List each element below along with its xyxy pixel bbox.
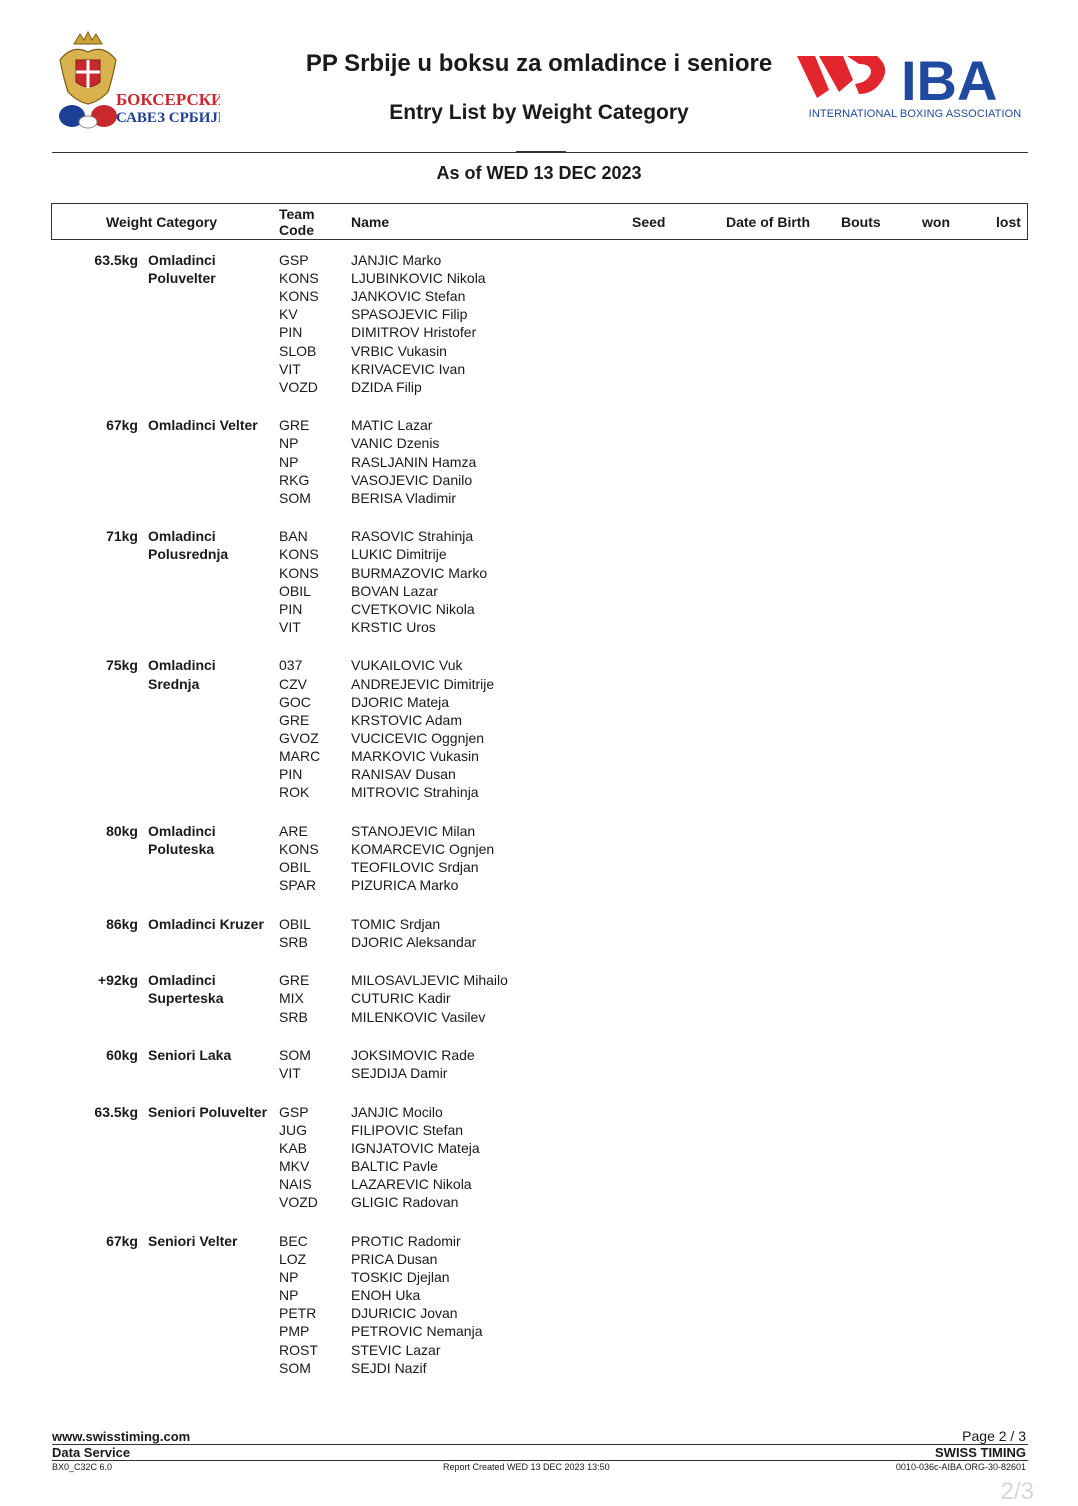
boxer-name: BERISA Vladimir: [351, 489, 457, 506]
team-code: ROK: [279, 784, 310, 801]
team-code: RKG: [279, 471, 310, 488]
weight-label: 86kg: [106, 915, 138, 932]
boxer-name: SPASOJEVIC Filip: [351, 306, 468, 323]
col-bouts: Bouts: [841, 214, 881, 230]
footer-website: www.swisstiming.com: [52, 1429, 191, 1444]
team-code: NAIS: [279, 1176, 312, 1193]
boxer-name: TOSKIC Djejlan: [351, 1269, 450, 1286]
boxer-name: PETROVIC Nemanja: [351, 1323, 483, 1340]
boxer-name: VANIC Dzenis: [351, 435, 440, 452]
boxer-name: CUTURIC Kadir: [351, 990, 451, 1007]
col-lost: lost: [996, 214, 1021, 230]
team-code: NP: [279, 453, 299, 470]
team-code: PIN: [279, 600, 303, 617]
boxer-name: DJORIC Mateja: [351, 693, 450, 710]
team-code: KONS: [279, 840, 319, 857]
boxer-name: MILOSAVLJEVIC Mihailo: [351, 972, 508, 989]
team-code: GVOZ: [279, 729, 319, 746]
boxer-name: PROTIC Radomir: [351, 1232, 461, 1249]
team-code: MKV: [279, 1158, 310, 1175]
weight-label: 67kg: [106, 1232, 138, 1249]
team-code: JUG: [279, 1121, 307, 1138]
team-code: KONS: [279, 288, 319, 305]
boxer-name: ENOH Uka: [351, 1287, 421, 1304]
team-code: GRE: [279, 711, 310, 728]
team-code: GRE: [279, 417, 310, 434]
iba-wordmark: IBA: [901, 50, 998, 110]
boxer-name: KRIVACEVIC Ivan: [351, 360, 466, 377]
footer-page-number: Page 2 / 3: [962, 1428, 1026, 1444]
category-label: Poluteska: [148, 840, 215, 857]
category-label: Polusrednja: [148, 546, 229, 563]
page-watermark: 2/3: [1000, 1478, 1034, 1505]
boxer-name: DJURICIC Jovan: [351, 1305, 458, 1322]
boxer-name: JANJIC Marko: [351, 252, 442, 268]
team-code: CZV: [279, 675, 307, 692]
category-label: Seniori Laka: [148, 1047, 232, 1064]
category-label: Omladinci: [148, 657, 216, 674]
team-code: ARE: [279, 822, 308, 839]
weight-label: +92kg: [97, 972, 138, 989]
footer-swiss-timing: SWISS TIMING: [935, 1445, 1026, 1460]
category-label: Omladinci: [148, 252, 216, 268]
weight-label: 67kg: [106, 417, 138, 434]
weight-label: 60kg: [106, 1047, 138, 1064]
footer-data-service: Data Service: [52, 1445, 131, 1460]
boxer-name: LAZAREVIC Nikola: [351, 1176, 472, 1193]
team-code: VOZD: [279, 378, 318, 395]
boxer-name: RASLJANIN Hamza: [351, 453, 477, 470]
col-name: Name: [351, 214, 390, 230]
team-code: MARC: [279, 747, 321, 764]
team-code: GRE: [279, 972, 310, 989]
category-label: Superteska: [148, 990, 224, 1007]
boxer-name: RASOVIC Strahinja: [351, 528, 474, 545]
team-code: 037: [279, 657, 303, 674]
category-label: Omladinci Kruzer: [148, 915, 264, 932]
team-code: SPAR: [279, 877, 317, 893]
footer-doc-code: 0010-036c-AIBA.ORG-30-82601: [895, 1462, 1026, 1472]
category-label: Omladinci: [148, 528, 216, 545]
boxer-name: VASOJEVIC Danilo: [351, 471, 473, 488]
col-team-code-line1: Team: [279, 206, 315, 222]
team-code: ROST: [279, 1341, 318, 1358]
weight-label: 63.5kg: [94, 252, 138, 268]
col-date-of-birth: Date of Birth: [726, 214, 810, 230]
category-label: Omladinci: [148, 822, 216, 839]
team-code: SOM: [279, 489, 311, 506]
boxer-name: MILENKOVIC Vasilev: [351, 1008, 486, 1025]
boxer-name: STEVIC Lazar: [351, 1341, 441, 1358]
category-label: Omladinci: [148, 972, 216, 989]
team-code: VIT: [279, 618, 301, 635]
boxer-name: SEJDI Nazif: [351, 1359, 427, 1376]
boxer-name: TEOFILOVIC Srdjan: [351, 858, 479, 875]
boxer-name: BOVAN Lazar: [351, 582, 438, 599]
boxer-name: JOKSIMOVIC Rade: [351, 1047, 475, 1064]
team-code: BAN: [279, 528, 308, 545]
weight-label: 71kg: [106, 528, 138, 545]
team-code: GOC: [279, 693, 311, 710]
boxer-name: VUCICEVIC Oggnjen: [351, 729, 485, 746]
boxer-name: STANOJEVIC Milan: [351, 822, 476, 839]
boxer-name: MATIC Lazar: [351, 417, 433, 434]
team-code: SOM: [279, 1047, 311, 1064]
team-code: KV: [279, 306, 298, 323]
boxer-name: DZIDA Filip: [351, 378, 422, 395]
category-label: Seniori Poluvelter: [148, 1103, 268, 1120]
team-code: KONS: [279, 270, 319, 287]
boxer-name: PIZURICA Marko: [351, 877, 459, 893]
boxer-name: LUKIC Dimitrije: [351, 546, 447, 563]
boxer-name: MARKOVIC Vukasin: [351, 747, 479, 764]
boxer-name: RANISAV Dusan: [351, 766, 456, 782]
category-label: Seniori Velter: [148, 1232, 238, 1249]
team-code: VOZD: [279, 1194, 318, 1211]
team-code: NP: [279, 435, 299, 452]
boxer-name: JANJIC Mocilo: [351, 1103, 443, 1120]
footer-report-code: BX0_C32C 6.0: [52, 1462, 113, 1472]
team-code: SRB: [279, 1008, 308, 1025]
boxer-name: VUKAILOVIC Vuk: [351, 657, 463, 674]
team-code: GSP: [279, 252, 309, 268]
team-code: NP: [279, 1269, 299, 1286]
boxer-name: CVETKOVIC Nikola: [351, 600, 475, 617]
team-code: OBIL: [279, 858, 311, 875]
team-code: MIX: [279, 990, 304, 1007]
category-label: Poluvelter: [148, 270, 216, 287]
category-label: Omladinci Velter: [148, 417, 258, 434]
col-seed: Seed: [632, 214, 666, 230]
weight-label: 80kg: [106, 822, 138, 839]
boxer-name: DJORIC Aleksandar: [351, 933, 477, 950]
as-of-date: As of WED 13 DEC 2023: [436, 163, 642, 183]
boxer-name: BALTIC Pavle: [351, 1158, 438, 1175]
boxer-name: TOMIC Srdjan: [351, 915, 441, 932]
team-code: SOM: [279, 1359, 311, 1376]
team-code: OBIL: [279, 582, 311, 599]
boxer-name: KOMARCEVIC Ognjen: [351, 840, 495, 857]
team-code: PIN: [279, 324, 303, 341]
iba-tagline: INTERNATIONAL BOXING ASSOCIATION: [808, 108, 1022, 120]
boxer-name: SEJDIJA Damir: [351, 1065, 448, 1082]
team-code: KONS: [279, 546, 319, 563]
weight-label: 75kg: [106, 657, 138, 674]
boxer-name: GLIGIC Radovan: [351, 1194, 459, 1211]
footer-report-created: Report Created WED 13 DEC 2023 13:50: [443, 1462, 610, 1472]
page-title: PP Srbije u boksu za omladince i seniore: [305, 50, 773, 77]
boxer-name: FILIPOVIC Stefan: [351, 1121, 464, 1138]
col-weight-category: Weight Category: [106, 214, 217, 230]
team-code: KONS: [279, 564, 319, 581]
team-code: VIT: [279, 1065, 301, 1082]
col-won: won: [922, 214, 950, 230]
team-code: VIT: [279, 360, 301, 377]
team-code: OBIL: [279, 915, 311, 932]
team-code: BEC: [279, 1232, 308, 1249]
team-code: GSP: [279, 1103, 309, 1120]
boxer-name: BURMAZOVIC Marko: [351, 564, 488, 581]
weight-label: 63.5kg: [94, 1103, 138, 1120]
boxer-name: LJUBINKOVIC Nikola: [351, 270, 486, 287]
team-code: KAB: [279, 1140, 308, 1156]
footer-divider-2: [52, 1460, 1028, 1461]
boxer-name: ANDREJEVIC Dimitrije: [351, 675, 495, 692]
footer-divider-1: [52, 1444, 1028, 1445]
category-label: Srednja: [148, 675, 200, 692]
boxer-name: MITROVIC Strahinja: [351, 784, 479, 801]
boxer-name: KRSTOVIC Adam: [351, 711, 463, 728]
team-code: LOZ: [279, 1251, 307, 1267]
boxer-name: DIMITROV Hristofer: [351, 324, 477, 341]
team-code: PIN: [279, 766, 303, 782]
boxer-name: KRSTIC Uros: [351, 618, 436, 635]
logo-text-line2: САВЕЗ СРБИЈЕ: [116, 110, 220, 126]
team-code: NP: [279, 1287, 299, 1304]
team-code: SRB: [279, 933, 308, 950]
team-code: PMP: [279, 1323, 310, 1340]
boxer-name: IGNJATOVIC Mateja: [351, 1140, 480, 1156]
team-code: SLOB: [279, 342, 317, 359]
boxer-name: JANKOVIC Stefan: [351, 288, 466, 305]
logo-text-line1: БОКСЕРСКИ: [116, 90, 220, 109]
page-subtitle: Entry List by Weight Category: [389, 101, 689, 124]
team-code: PETR: [279, 1305, 317, 1322]
boxer-name: VRBIC Vukasin: [351, 342, 447, 359]
boxer-name: PRICA Dusan: [351, 1251, 438, 1267]
col-team-code-line2: Code: [279, 222, 314, 238]
